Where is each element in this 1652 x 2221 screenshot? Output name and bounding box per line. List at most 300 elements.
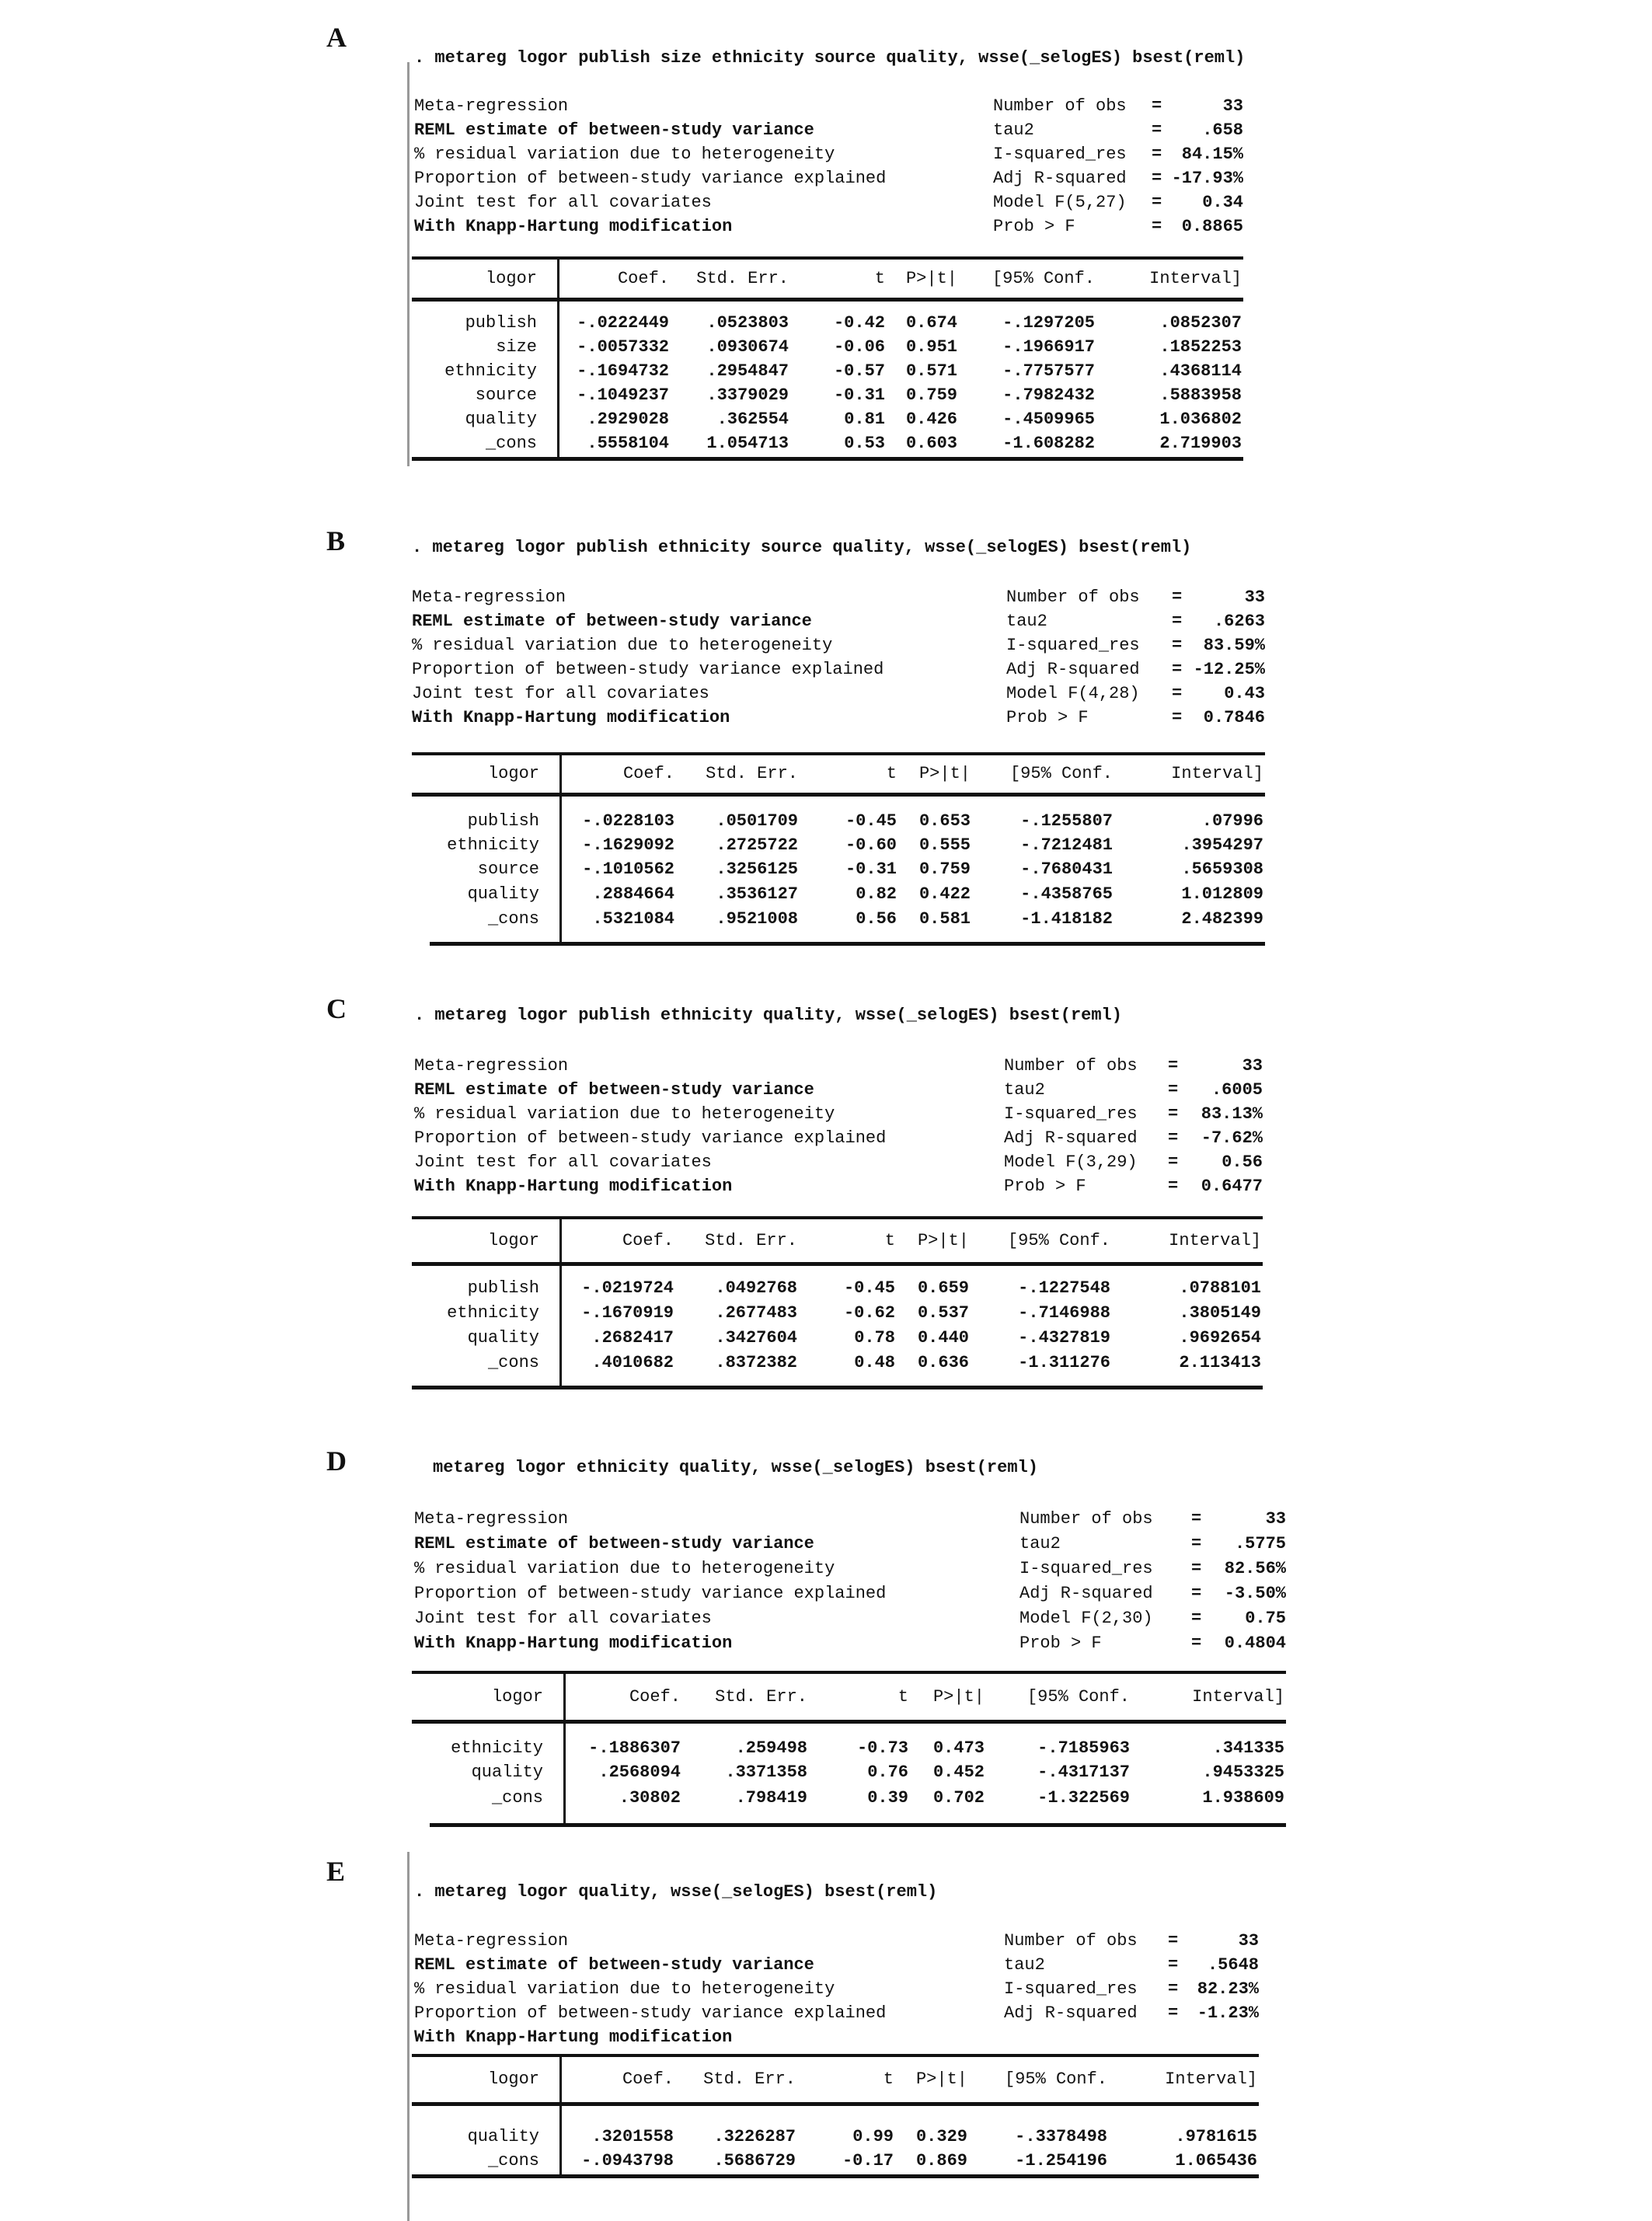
table-cell: -.7680431 [1020, 859, 1113, 879]
table-cell: .0501709 [716, 811, 798, 831]
summary-stat-name: tau2 [1004, 1955, 1045, 1975]
summary-equals: = [1168, 1979, 1179, 1999]
column-header-logor: logor [487, 764, 539, 783]
summary-value: .5648 [1207, 1955, 1259, 1975]
table-cell: -.7982432 [1002, 385, 1095, 405]
column-header-logor: logor [487, 2069, 539, 2089]
summary-label: With Knapp-Hartung modification [414, 217, 733, 236]
table-cell: .3536127 [716, 884, 798, 904]
column-header: Coef. [629, 1687, 681, 1707]
summary-stat-name: Adj R-squared [1019, 1584, 1153, 1603]
summary-label: Joint test for all covariates [414, 193, 712, 212]
summary-label: Joint test for all covariates [414, 1609, 712, 1628]
summary-stat-name: Number of obs [1004, 1931, 1138, 1951]
summary-value: 0.8865 [1181, 217, 1243, 236]
table-cell: 0.702 [932, 1788, 985, 1808]
summary-value: 0.34 [1202, 193, 1243, 212]
covariate-name: ethnicity [447, 835, 539, 855]
table-cell: .2884664 [592, 884, 674, 904]
summary-stat-name: I-squared_res [1004, 1104, 1138, 1124]
table-cell: -.1227548 [1018, 1278, 1110, 1298]
summary-label: With Knapp-Hartung modification [414, 2027, 733, 2047]
summary-equals: = [1191, 1559, 1202, 1578]
column-header: Std. Err. [703, 2069, 796, 2089]
column-header: P>|t| [932, 1687, 985, 1707]
table-cell: -0.31 [833, 385, 885, 405]
table-bottom-rule [412, 1386, 1263, 1389]
summary-equals: = [1191, 1509, 1202, 1529]
table-cell: -1.254196 [1015, 2151, 1107, 2170]
summary-equals: = [1168, 1104, 1179, 1124]
table-cell: -.1297205 [1002, 313, 1095, 333]
summary-stat-name: tau2 [1019, 1534, 1061, 1553]
summary-equals: = [1168, 1177, 1179, 1196]
table-cell: -.7757577 [1002, 361, 1095, 381]
table-cell: 0.759 [905, 385, 957, 405]
summary-label: Meta-regression [414, 1931, 569, 1951]
summary-row [414, 1104, 1263, 1124]
table-cell: -.1966917 [1002, 337, 1095, 357]
table-cell: 0.653 [918, 811, 971, 831]
table-cell: -.1049237 [577, 385, 669, 405]
summary-stat-name: Number of obs [1019, 1509, 1153, 1529]
summary-equals: = [1191, 1534, 1202, 1553]
panel-label: C [326, 993, 347, 1024]
column-header: Interval] [1171, 764, 1263, 783]
summary-value: 33 [1222, 96, 1243, 116]
table-cell: 0.603 [905, 434, 957, 453]
summary-value: 82.23% [1197, 1979, 1259, 1999]
table-cell: .3805149 [1179, 1303, 1261, 1323]
table-cell: -0.60 [845, 835, 897, 855]
summary-label: Joint test for all covariates [414, 1152, 712, 1172]
summary-row [414, 1955, 1259, 1975]
table-cell: -0.06 [833, 337, 885, 357]
table-cell: -.1886307 [588, 1738, 681, 1758]
table-cell: 0.76 [867, 1763, 908, 1782]
table-cell: -.1255807 [1020, 811, 1113, 831]
summary-value: 84.15% [1181, 145, 1243, 164]
summary-row [414, 1080, 1263, 1100]
table-cell: -.4358765 [1020, 884, 1113, 904]
table-cell: -.1629092 [582, 835, 674, 855]
summary-equals: = [1172, 660, 1183, 679]
panel-label: B [326, 525, 346, 556]
summary-stat-name: I-squared_res [1019, 1559, 1153, 1578]
summary-row [414, 2027, 1259, 2048]
table-cell: -.1694732 [577, 361, 669, 381]
table-bottom-rule [412, 457, 1243, 461]
summary-row [414, 1633, 1286, 1654]
summary-stat-name: Prob > F [1006, 708, 1089, 727]
column-header: Std. Err. [705, 1231, 797, 1250]
table-cell: .07996 [1201, 811, 1263, 831]
table-cell: 0.473 [932, 1738, 985, 1758]
table-cell: .3427604 [715, 1328, 797, 1348]
column-header: t [874, 269, 885, 288]
summary-value: 0.6477 [1201, 1177, 1263, 1196]
stata-command: . metareg logor publish ethnicity quality, wsse(_selogES) bsest(reml) [414, 1006, 1122, 1025]
table-cell: .0852307 [1159, 313, 1242, 333]
table-cell: .30802 [619, 1788, 681, 1808]
summary-value: -1.23% [1197, 2003, 1259, 2023]
summary-row [412, 708, 1265, 728]
summary-equals: = [1168, 1931, 1179, 1951]
table-cell: 1.054713 [706, 434, 789, 453]
summary-equals: = [1152, 217, 1162, 236]
summary-stat-name: Model F(4,28) [1006, 684, 1140, 703]
summary-row [414, 193, 1243, 213]
summary-row [412, 636, 1265, 656]
table-top-rule [412, 752, 1265, 755]
covariate-name: publish [467, 811, 539, 831]
summary-value: .6263 [1213, 612, 1265, 631]
column-header: Std. Err. [715, 1687, 807, 1707]
table-cell: .341335 [1212, 1738, 1284, 1758]
summary-value: -7.62% [1201, 1128, 1263, 1148]
table-cell: 0.426 [905, 410, 957, 429]
summary-stat-name: Prob > F [1019, 1633, 1102, 1653]
table-cell: -0.73 [856, 1738, 908, 1758]
covariate-name: quality [467, 884, 539, 904]
summary-label: With Knapp-Hartung modification [412, 708, 730, 727]
summary-equals: = [1172, 636, 1183, 655]
summary-value: 33 [1242, 1056, 1263, 1076]
table-cell: .5686729 [713, 2151, 796, 2170]
summary-label: Meta-regression [414, 1056, 569, 1076]
table-cell: 0.659 [917, 1278, 969, 1298]
covariate-name: _cons [487, 1353, 539, 1372]
table-cell: 0.56 [856, 909, 897, 929]
table-cell: -.0219724 [581, 1278, 674, 1298]
covariate-name: ethnicity [444, 361, 537, 381]
summary-value: 0.7846 [1203, 708, 1265, 727]
table-cell: .2682417 [591, 1328, 674, 1348]
table-top-rule [412, 1671, 1286, 1674]
table-cell: .5659308 [1181, 859, 1263, 879]
summary-stat-name: tau2 [993, 120, 1034, 140]
summary-value: 83.13% [1201, 1104, 1263, 1124]
summary-value: .658 [1202, 120, 1243, 140]
table-cell: 0.951 [905, 337, 957, 357]
covariate-name: _cons [487, 909, 539, 929]
column-header: Coef. [617, 269, 669, 288]
summary-row [414, 1152, 1263, 1173]
column-header: t [883, 2069, 894, 2089]
summary-label: REML estimate of between-study variance [414, 1534, 814, 1553]
summary-stat-name: I-squared_res [1006, 636, 1140, 655]
column-header: P>|t| [917, 1231, 969, 1250]
summary-value: 0.43 [1224, 684, 1265, 703]
summary-label: REML estimate of between-study variance [414, 1080, 814, 1100]
table-cell: -.4317137 [1037, 1763, 1130, 1782]
table-cell: -.4327819 [1018, 1328, 1110, 1348]
summary-equals: = [1168, 1080, 1179, 1100]
summary-label: Proportion of between-study variance explained [414, 2003, 887, 2023]
table-cell: .2954847 [706, 361, 789, 381]
summary-label: With Knapp-Hartung modification [414, 1177, 733, 1196]
summary-row [414, 1979, 1259, 2000]
covariate-name: quality [465, 410, 537, 429]
summary-row [414, 1128, 1263, 1149]
output-margin-rule [407, 1852, 410, 2221]
summary-label: Meta-regression [414, 1509, 569, 1529]
summary-row [412, 684, 1265, 704]
column-header: t [886, 764, 897, 783]
summary-stat-name: Adj R-squared [1004, 2003, 1138, 2023]
summary-equals: = [1168, 2003, 1179, 2023]
covariate-name: quality [471, 1763, 543, 1782]
table-header-rule [412, 2102, 1259, 2106]
table-cell: -0.45 [845, 811, 897, 831]
table-cell: -0.57 [833, 361, 885, 381]
table-cell: 0.571 [905, 361, 957, 381]
panel-label: D [326, 1445, 347, 1477]
summary-row [414, 217, 1243, 237]
summary-row [414, 96, 1243, 117]
table-cell: -.1010562 [582, 859, 674, 879]
summary-stat-name: Number of obs [1004, 1056, 1138, 1076]
table-cell: -1.608282 [1002, 434, 1095, 453]
column-header-logor: logor [485, 269, 537, 288]
summary-stat-name: Number of obs [1006, 588, 1140, 607]
summary-equals: = [1152, 145, 1162, 164]
table-cell: .9692654 [1179, 1328, 1261, 1348]
summary-value: 33 [1265, 1509, 1286, 1529]
summary-stat-name: Adj R-squared [1004, 1128, 1138, 1148]
summary-label: REML estimate of between-study variance [412, 612, 812, 631]
column-header-logor: logor [487, 1231, 539, 1250]
table-cell: 2.482399 [1181, 909, 1263, 929]
summary-row [414, 1584, 1286, 1604]
summary-stat-name: tau2 [1006, 612, 1047, 631]
table-cell: -1.418182 [1020, 909, 1113, 929]
summary-label: Proportion of between-study variance explained [414, 1584, 887, 1603]
table-cell: .2725722 [716, 835, 798, 855]
column-header: P>|t| [918, 764, 971, 783]
table-cell: .362554 [716, 410, 789, 429]
table-cell: .9521008 [716, 909, 798, 929]
table-header-rule [412, 1720, 1286, 1724]
summary-equals: = [1152, 193, 1162, 212]
summary-stat-name: Adj R-squared [1006, 660, 1140, 679]
summary-label: REML estimate of between-study variance [414, 1955, 814, 1975]
column-header: [95% Conf. [1007, 1231, 1110, 1250]
covariate-name: _cons [485, 434, 537, 453]
table-cell: 1.036802 [1159, 410, 1242, 429]
table-header-rule [412, 298, 1243, 302]
table-column-divider [557, 256, 559, 460]
summary-stat-name: Model F(3,29) [1004, 1152, 1138, 1172]
table-bottom-rule [430, 1823, 1286, 1827]
summary-equals: = [1168, 1128, 1179, 1148]
table-cell: -0.62 [843, 1303, 895, 1323]
summary-label: % residual variation due to heterogeneity [414, 145, 835, 164]
table-cell: -0.45 [843, 1278, 895, 1298]
summary-equals: = [1172, 588, 1183, 607]
table-cell: 0.440 [917, 1328, 969, 1348]
covariate-name: source [475, 385, 537, 405]
summary-value: -3.50% [1224, 1584, 1286, 1603]
table-cell: .0523803 [706, 313, 789, 333]
table-cell: 0.537 [917, 1303, 969, 1323]
table-cell: 0.674 [905, 313, 957, 333]
column-header: Interval] [1192, 1687, 1284, 1707]
table-cell: .3379029 [706, 385, 789, 405]
summary-row [414, 1534, 1286, 1554]
summary-row [414, 2003, 1259, 2024]
summary-equals: = [1191, 1633, 1202, 1653]
table-cell: 0.869 [915, 2151, 967, 2170]
summary-row [414, 169, 1243, 189]
column-header: Coef. [622, 2069, 674, 2089]
table-cell: -.3378498 [1015, 2127, 1107, 2146]
summary-label: % residual variation due to heterogeneity [414, 1979, 835, 1999]
covariate-name: size [496, 337, 537, 357]
summary-row [412, 660, 1265, 680]
table-column-divider [563, 1671, 566, 1826]
column-header: t [884, 1231, 895, 1250]
summary-value: 0.75 [1245, 1609, 1286, 1628]
summary-row [412, 612, 1265, 632]
summary-value: -12.25% [1193, 660, 1265, 679]
stata-command: . metareg logor quality, wsse(_selogES) bsest(reml) [414, 1882, 938, 1902]
table-cell: 0.48 [854, 1353, 895, 1372]
summary-row [414, 1559, 1286, 1579]
table-cell: .3256125 [716, 859, 798, 879]
table-top-rule [412, 2054, 1259, 2057]
table-cell: -0.31 [845, 859, 897, 879]
table-cell: -1.311276 [1018, 1353, 1110, 1372]
summary-stat-name: tau2 [1004, 1080, 1045, 1100]
table-cell: .5558104 [587, 434, 669, 453]
stata-command: metareg logor ethnicity quality, wsse(_selogES) bsest(reml) [433, 1458, 1038, 1477]
column-header-logor: logor [491, 1687, 543, 1707]
table-cell: -.7146988 [1018, 1303, 1110, 1323]
table-cell: 2.719903 [1159, 434, 1242, 453]
table-cell: -0.17 [842, 2151, 894, 2170]
table-cell: -.1670919 [581, 1303, 674, 1323]
summary-value: .5775 [1234, 1534, 1286, 1553]
table-cell: .0788101 [1179, 1278, 1261, 1298]
column-header: [95% Conf. [1009, 764, 1113, 783]
table-column-divider [559, 2054, 562, 2177]
table-cell: 0.78 [854, 1328, 895, 1348]
summary-label: REML estimate of between-study variance [414, 120, 814, 140]
table-cell: 1.012809 [1181, 884, 1263, 904]
summary-equals: = [1152, 120, 1162, 140]
summary-label: With Knapp-Hartung modification [414, 1633, 733, 1653]
summary-value: -17.93% [1171, 169, 1243, 188]
summary-equals: = [1168, 1955, 1179, 1975]
summary-row [412, 588, 1265, 608]
summary-row [414, 1056, 1263, 1076]
table-column-divider [559, 1216, 562, 1389]
table-bottom-rule [412, 2174, 1259, 2178]
table-header-rule [412, 793, 1265, 797]
summary-stat-name: Number of obs [993, 96, 1127, 116]
column-header: Coef. [622, 764, 674, 783]
table-top-rule [412, 256, 1243, 260]
table-cell: -.4509965 [1002, 410, 1095, 429]
column-header: P>|t| [915, 2069, 967, 2089]
table-cell: -.0222449 [577, 313, 669, 333]
table-cell: .798419 [735, 1788, 807, 1808]
summary-label: % residual variation due to heterogeneity [414, 1104, 835, 1124]
table-cell: 1.065436 [1175, 2151, 1257, 2170]
summary-row [414, 1177, 1263, 1197]
covariate-name: quality [467, 1328, 539, 1348]
table-cell: 0.99 [852, 2127, 894, 2146]
table-cell: 0.81 [844, 410, 885, 429]
panel-label: A [326, 22, 347, 53]
summary-stat-name: I-squared_res [993, 145, 1127, 164]
summary-stat-name: Model F(2,30) [1019, 1609, 1153, 1628]
table-cell: 0.759 [918, 859, 971, 879]
table-cell: .3226287 [713, 2127, 796, 2146]
summary-label: Proportion of between-study variance explained [414, 169, 887, 188]
table-cell: 0.39 [867, 1788, 908, 1808]
table-cell: .2677483 [715, 1303, 797, 1323]
table-cell: .9453325 [1202, 1763, 1284, 1782]
covariate-name: quality [467, 2127, 539, 2146]
summary-row [414, 1609, 1286, 1629]
summary-row [414, 145, 1243, 165]
table-cell: -.7185963 [1037, 1738, 1130, 1758]
covariate-name: publish [467, 1278, 539, 1298]
panel-label: E [326, 1856, 346, 1887]
output-margin-rule [407, 62, 410, 466]
table-cell: 0.581 [918, 909, 971, 929]
table-cell: 0.329 [915, 2127, 967, 2146]
summary-row [414, 120, 1243, 141]
column-header: [95% Conf. [992, 269, 1095, 288]
summary-value: 83.59% [1203, 636, 1265, 655]
summary-label: % residual variation due to heterogeneity [414, 1559, 835, 1578]
table-cell: .259498 [735, 1738, 807, 1758]
table-cell: .0930674 [706, 337, 789, 357]
covariate-name: _cons [491, 1788, 543, 1808]
summary-row [414, 1509, 1286, 1529]
table-cell: 0.82 [856, 884, 897, 904]
column-header: t [897, 1687, 908, 1707]
table-cell: 0.422 [918, 884, 971, 904]
table-header-rule [412, 1262, 1263, 1266]
summary-equals: = [1191, 1584, 1202, 1603]
table-cell: .8372382 [715, 1353, 797, 1372]
stata-command: . metareg logor publish ethnicity source quality, wsse(_selogES) bsest(reml) [412, 538, 1192, 557]
table-cell: -0.42 [833, 313, 885, 333]
table-cell: .4010682 [591, 1353, 674, 1372]
column-header: Std. Err. [706, 764, 798, 783]
summary-stat-name: Prob > F [993, 217, 1075, 236]
summary-equals: = [1168, 1056, 1179, 1076]
stata-command: . metareg logor publish size ethnicity source quality, wsse(_selogES) bsest(reml) [414, 48, 1246, 68]
summary-equals: = [1172, 612, 1183, 631]
summary-value: 0.4804 [1224, 1633, 1286, 1653]
table-cell: -1.322569 [1037, 1788, 1130, 1808]
summary-equals: = [1152, 96, 1162, 116]
summary-stat-name: Adj R-squared [993, 169, 1127, 188]
summary-label: % residual variation due to heterogeneity [412, 636, 833, 655]
column-header: Interval] [1149, 269, 1242, 288]
summary-value: 33 [1244, 588, 1265, 607]
summary-stat-name: Prob > F [1004, 1177, 1086, 1196]
summary-equals: = [1152, 169, 1162, 188]
table-cell: .5883958 [1159, 385, 1242, 405]
table-cell: -.0228103 [582, 811, 674, 831]
summary-equals: = [1168, 1152, 1179, 1172]
